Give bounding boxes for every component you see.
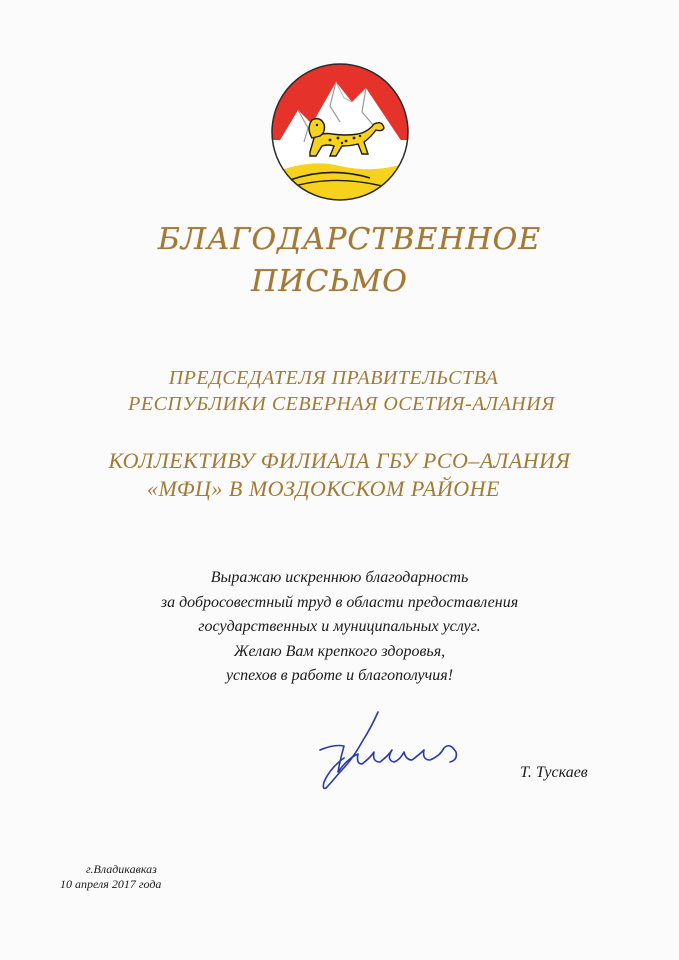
body-line: Выражаю искреннюю благодарность: [210, 569, 469, 586]
sender-line1: ПРЕДСЕДАТЕЛЯ ПРАВИТЕЛЬСТВА: [168, 367, 499, 389]
handwritten-signature-icon: [300, 708, 470, 798]
body-line: успехов в работе и благополучия!: [225, 667, 454, 684]
body-line: государственных и муниципальных услуг.: [198, 618, 481, 635]
issue-city: г.Владикавказ: [86, 862, 157, 876]
letter-body: [0, 566, 679, 689]
recipient-line2: «МФЦ» В МОЗДОКСКОМ РАЙОНЕ: [147, 476, 500, 501]
recipient-line1: КОЛЛЕКТИВУ ФИЛИАЛА ГБУ РСО–АЛАНИЯ: [108, 448, 571, 473]
letter-title-line2: ПИСЬМО: [251, 264, 408, 299]
letter-title-line1: БЛАГОДАРСТВЕННОЕ: [157, 222, 542, 257]
issue-date: 10 апреля 2017 года: [60, 877, 162, 891]
coat-of-arms-icon: [270, 62, 410, 202]
sender-line2: РЕСПУБЛИКИ СЕВЕРНАЯ ОСЕТИЯ-АЛАНИЯ: [128, 393, 555, 415]
body-line: за добросовестный труд в области предоставления: [160, 593, 519, 611]
body-line: Желаю Вам крепкого здоровья,: [233, 642, 446, 660]
signer-name: Т. Тускаев: [520, 764, 588, 781]
